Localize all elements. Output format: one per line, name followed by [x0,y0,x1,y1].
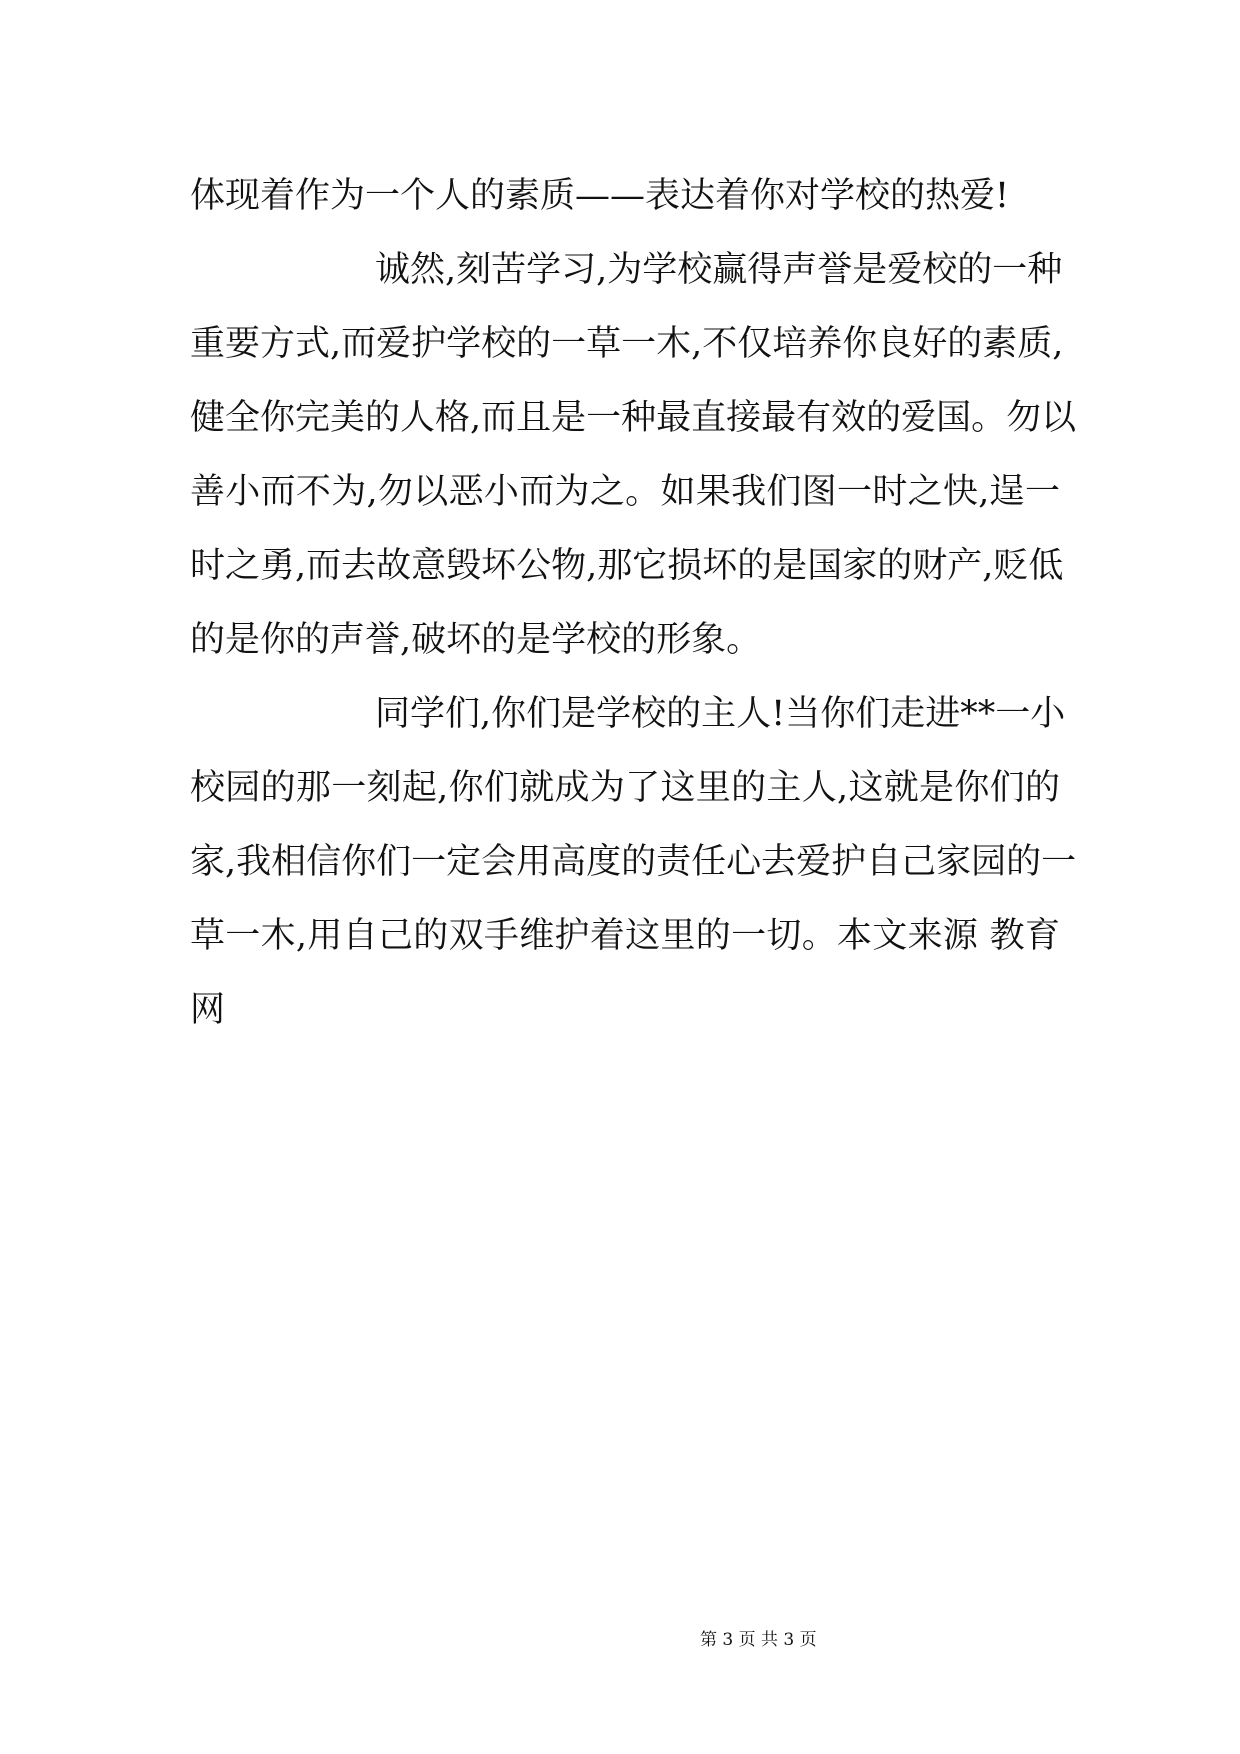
paragraph-line: 同学们,你们是学校的主人!当你们走进**一小 [375,694,1066,734]
paragraph-line: 时之勇,而去故意毁坏公物,那它损坏的是国家的财产,贬低 [190,546,1064,586]
paragraph-line: 校园的那一刻起,你们就成为了这里的主人,这就是你们的 [190,768,1060,808]
paragraph-line: 健全你完美的人格,而且是一种最直接最有效的爱国。勿以 [190,398,1077,438]
paragraph-line: 的是你的声誉,破坏的是学校的形象。 [190,620,762,660]
paragraph-line: 善小而不为,勿以恶小而为之。如果我们图一时之快,逞一 [190,472,1060,512]
page-number-footer: 第 3 页 共 3 页 [700,1630,817,1650]
paragraph-line: 诚然,刻苦学习,为学校赢得声誉是爱校的一种 [375,250,1063,290]
paragraph-line: 家,我相信你们一定会用高度的责任心去爱护自己家园的一 [190,842,1077,882]
paragraph-line: 网 [190,990,226,1030]
paragraph-line: 体现着作为一个人的素质——表达着你对学校的热爱! [190,176,1010,216]
paragraph-line: 重要方式,而爱护学校的一草一木,不仅培养你良好的素质, [190,324,1064,364]
paragraph-line: 草一木,用自己的双手维护着这里的一切。本文来源 教育 [190,916,1060,956]
